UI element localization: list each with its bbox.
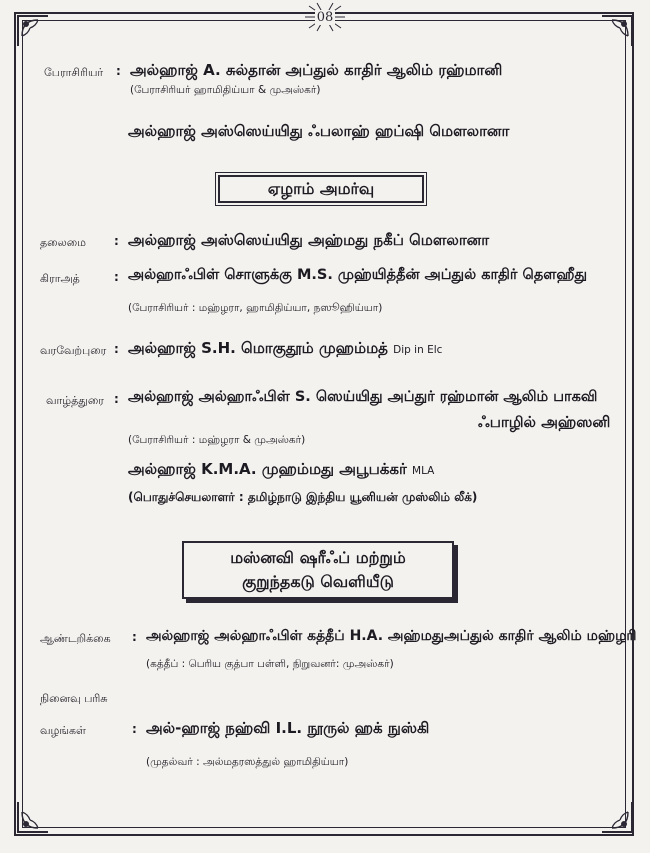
presenter-label: வழங்கள்	[40, 724, 86, 737]
greeting-note: (பேராசிரியர் : மஹ்ழரா & முஅஸ்கர்)	[128, 434, 306, 446]
qiraat-label: கிராஅத்	[40, 272, 80, 285]
memento-label: நினைவு பரிசு	[40, 692, 108, 705]
annual-report-label: ஆண்டறிக்கை	[40, 632, 111, 645]
colon: :	[114, 270, 119, 284]
colon: :	[132, 722, 137, 736]
presenter-name: அல்-ஹாஜ் நஹ்வி I.L. நூருல் ஹக் நுஸ்கி	[146, 719, 430, 737]
annual-report-note: (கத்தீப் : பெரிய குத்பா பள்ளி, நிறுவனர்: முஅஸ்கர்)	[146, 658, 394, 670]
greeting-name-2-suffix: MLA	[412, 465, 435, 477]
greeting-label: வாழ்த்துரை	[46, 394, 104, 407]
professor-name-1-note: (பேராசிரியர் ஹாமிதிய்யா & முஅஸ்கர்)	[130, 84, 321, 96]
colon: :	[114, 234, 119, 248]
greeting-name-2-text: அல்ஹாஜ் K.M.A. முஹம்மது அபூபக்கர்	[128, 460, 407, 478]
corner-ornament-icon	[600, 800, 634, 834]
session-title: ஏழாம் அமர்வு	[218, 175, 424, 203]
release-title-line1: மஸ்னவி ஷரீஃப் மற்றும்	[230, 548, 406, 567]
release-title	[182, 541, 454, 599]
presenter-note: (முதல்வர் : அல்மதரஸத்துல் ஹாமிதிய்யா)	[146, 756, 349, 768]
professor-name-2: அல்ஹாஜ் அஸ்ஸெய்யிது ஃபலாஹ் ஹப்ஷி மௌலானா	[128, 122, 510, 140]
greeting-name: அல்ஹாஜ் அல்ஹாஃபிள் S. ஸெய்யிது அப்துர் ரஹ்மான் ஆலிம் பாகவி	[128, 389, 598, 405]
page-number: 08	[316, 9, 334, 25]
greeting-name-2	[128, 460, 434, 480]
annual-report-name: அல்ஹாஜ் அல்ஹாஃபிள் கத்தீப் H.A. அஹ்மதுஅப்துல் காதிர் ஆலிம் மஹ்ழரி	[146, 628, 637, 644]
page-number-badge	[303, 2, 347, 32]
colon: :	[114, 342, 119, 356]
colon: :	[132, 630, 137, 644]
professor-name-1: அல்ஹாஜ் A. சுல்தான் அப்துல் காதிர் ஆலிம் ரஹ்மானி	[130, 61, 503, 79]
corner-ornament-icon	[600, 14, 634, 48]
welcome-label: வரவேற்புரை	[40, 344, 107, 357]
chair-label: தலைமை	[40, 236, 86, 249]
greeting-name-line2: ஃபாழில் அஹ்ஸனி	[478, 413, 611, 431]
chair-name: அல்ஹாஜ் அஸ்ஸெய்யிது அஹ்மது நகீப் மௌலானா	[128, 231, 490, 249]
welcome-qualification: Dip in Elc	[393, 344, 443, 356]
welcome-name	[128, 339, 442, 359]
qiraat-note: (பேராசிரியர் : மஹ்ழரா, ஹாமிதிய்யா, நஸூஹிய்யா)	[128, 302, 383, 314]
greeting-note-2: (பொதுச்செயலாளர் : தமிழ்நாடு இந்திய யூனியன் முஸ்லிம் லீக்)	[128, 490, 478, 504]
welcome-name-text: அல்ஹாஜ் S.H. மொகுதூம் முஹம்மத்	[128, 339, 388, 357]
colon: :	[114, 392, 119, 406]
release-title-line2: குறுந்தகடு வெளியீடு	[242, 572, 394, 591]
qiraat-name: அல்ஹாஃபிள் சொளுக்கு M.S. முஹ்யித்தீன் அப்துல் காதிர் தௌஹீது	[128, 267, 588, 283]
corner-ornament-icon	[16, 800, 50, 834]
colon: :	[116, 64, 121, 78]
professor-label: பேராசிரியர்	[44, 66, 104, 79]
corner-ornament-icon	[16, 14, 50, 48]
